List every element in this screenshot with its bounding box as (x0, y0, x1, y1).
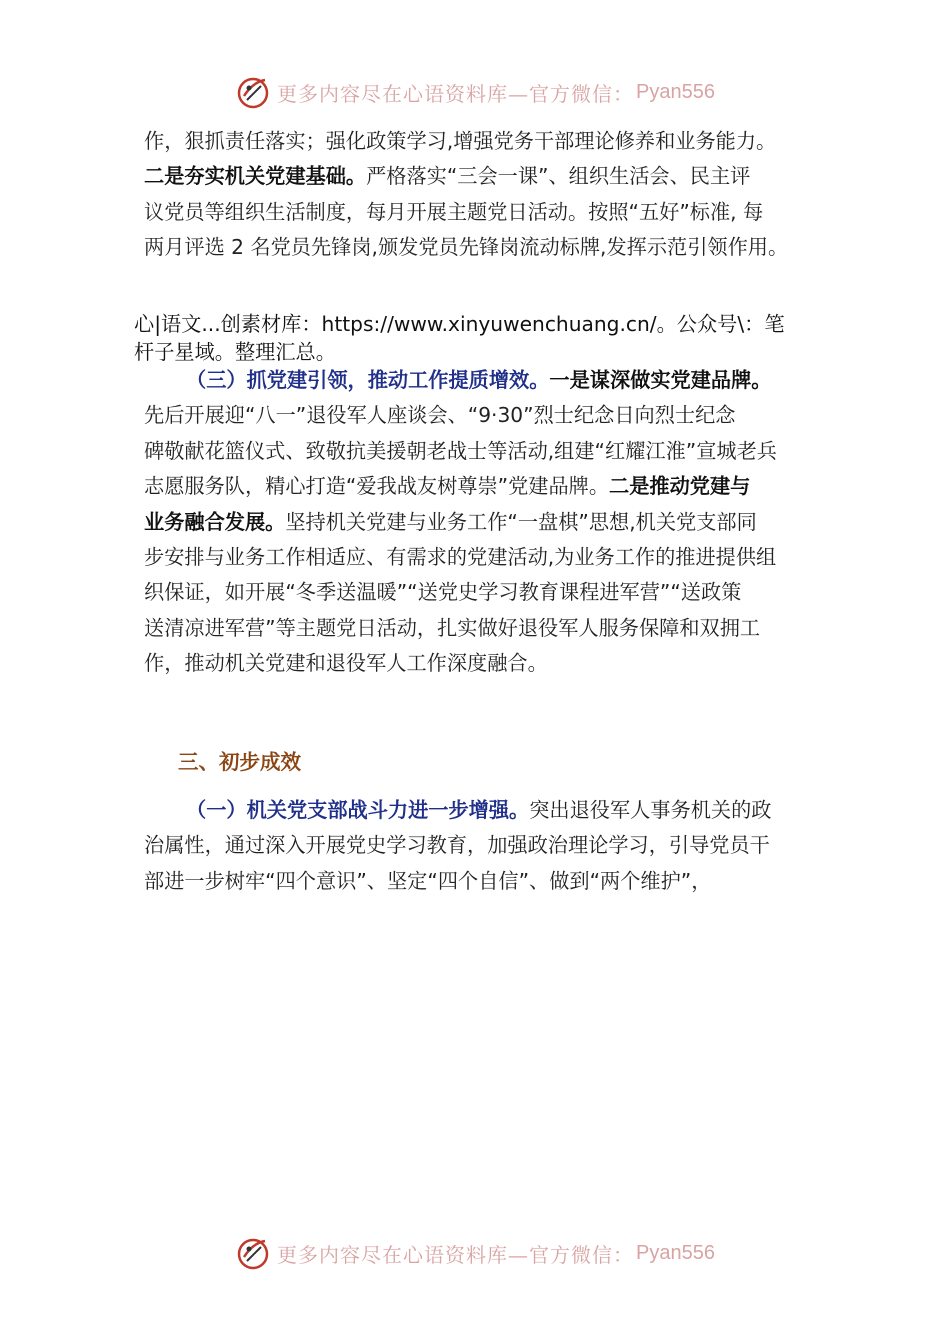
banner-text: 更多内容尽在心语资料库—官方微信： (277, 1242, 635, 1267)
text-line (144, 505, 816, 540)
text-line: 先后开展迎“八一”退役军人座谈会、“9·30”烈士纪念日向烈士纪念 (144, 403, 736, 428)
header-banner (0, 70, 950, 114)
banner-wechat-id: Pyan556 (636, 80, 715, 103)
text-line (144, 363, 816, 398)
subheading: （一）机关党支部战斗力进一步增强。 (186, 798, 530, 822)
text-line: 心|语文...创素材库：https://www.xinyuwenchuang.cn/。公众号\：笔 (134, 312, 785, 336)
section-heading: 三、初步成效 (178, 750, 301, 774)
footer-banner (0, 1231, 950, 1275)
text-line (144, 469, 816, 504)
text-line: 作，推动机关党建和退役军人工作深度融合。 (144, 651, 548, 676)
bold-phrase: 一是谋深做实党建品牌。 (549, 368, 772, 392)
paragraph-2 (144, 363, 816, 682)
paragraph-3 (144, 793, 816, 899)
logo-icon (235, 1235, 271, 1271)
text-line: 碑敬献花篮仪式、致敬抗美援朝老战士等活动,组建“红耀江淮”宣城老兵 (144, 438, 777, 463)
text-line: 送清凉进军营”等主题党日活动，扎实做好退役军人服务保障和双拥工 (144, 615, 761, 640)
bold-phrase: 二是夯实机关党建基础。 (144, 164, 367, 189)
text-run: 志愿服务队，精心打造“爱我战友树尊崇”党建品牌。 (144, 474, 610, 499)
bold-phrase: 业务融合发展。 (144, 509, 286, 534)
text-run: 突出退役军人事务机关的政 (529, 798, 772, 822)
text-line: 织保证，如开展“冬季送温暖”“送党史学习教育课程进军营”“送政策 (144, 580, 742, 605)
source-note (134, 310, 824, 366)
subheading: （三）抓党建引领，推动工作提质增效。 (186, 368, 550, 392)
text-line (144, 793, 816, 828)
banner-text: 更多内容尽在心语资料库—官方微信： (277, 81, 635, 106)
bold-phrase: 二是推动党建与 (609, 474, 751, 499)
banner-wechat-id: Pyan556 (636, 1241, 715, 1264)
text-line (144, 159, 816, 194)
paragraph-1 (144, 124, 816, 266)
text-line: 步安排与业务工作相适应、有需求的党建活动,为业务工作的推进提供组 (144, 545, 777, 570)
text-line: 杆子星域。整理汇总。 (134, 340, 336, 364)
text-run: 坚持机关党建与业务工作“一盘棋”思想,机关党支部同 (285, 509, 757, 534)
text-line: 部进一步树牢“四个意识”、坚定“四个自信”、做到“两个维护”， (144, 868, 712, 893)
text-run: 严格落实“三会一课”、组织生活会、民主评 (366, 164, 751, 189)
text-line: 议党员等组织生活制度，每月开展主题党日活动。按照“五好”标准, 每 (144, 199, 764, 224)
logo-icon (235, 74, 271, 110)
text-line: 治属性，通过深入开展党史学习教育，加强政治理论学习，引导党员干 (144, 833, 770, 858)
text-line: 作，狠抓责任落实；强化政策学习,增强党务干部理论修养和业务能力。 (144, 129, 777, 153)
text-line: 两月评选 2 名党员先锋岗,颁发党员先锋岗流动标牌,发挥示范引领作用。 (144, 235, 789, 260)
